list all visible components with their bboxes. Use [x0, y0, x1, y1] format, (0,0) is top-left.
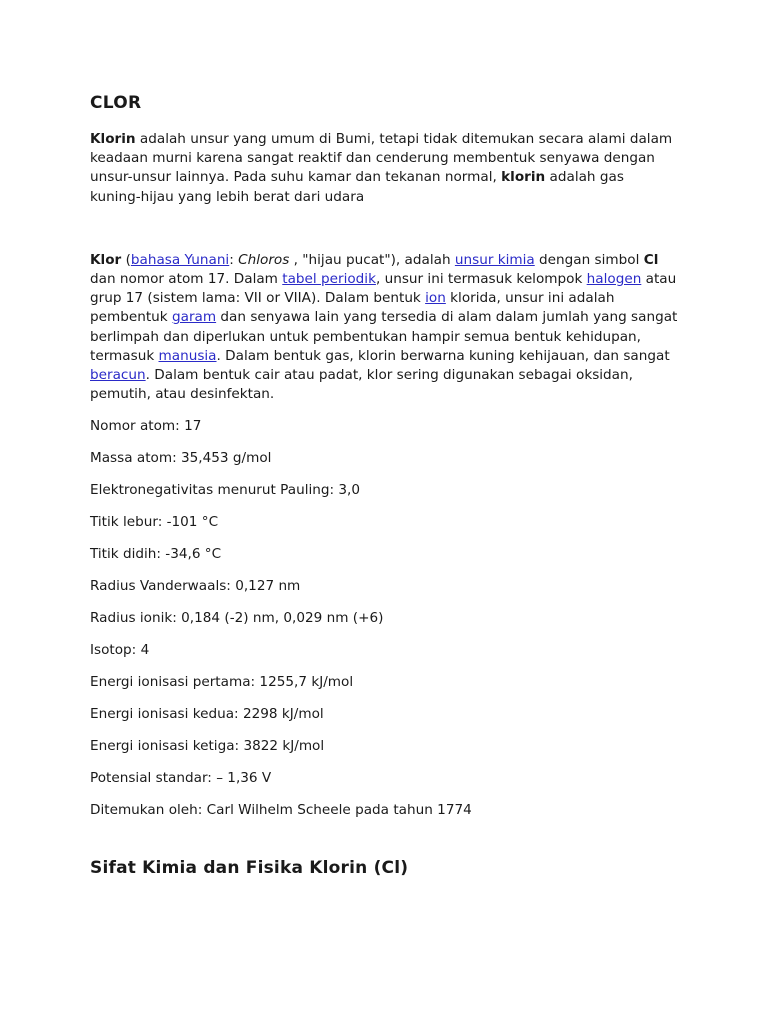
property-radius-ionik: Radius ionik: 0,184 (-2) nm, 0,029 nm (+6)	[90, 610, 384, 627]
intro-text-2: adalah gas kuning-hijau yang lebih berat dari udara	[90, 169, 624, 205]
property-nomor-atom: Nomor atom: 17	[90, 418, 202, 435]
link-manusia[interactable]: manusia	[158, 347, 217, 364]
property-ditemukan-oleh: Ditemukan oleh: Carl Wilhelm Scheele pada tahun 1774	[90, 802, 472, 819]
link-tabel-periodik[interactable]: tabel periodik	[282, 271, 376, 288]
intro-bold-klorin: Klorin	[90, 131, 136, 147]
page-title: CLOR	[90, 93, 142, 113]
lead-text: klorida, unsur ini adalah pembentuk	[90, 290, 615, 326]
property-energi-ionisasi-pertama: Energi ionisasi pertama: 1255,7 kJ/mol	[90, 674, 354, 691]
link-ion[interactable]: ion	[425, 290, 446, 307]
property-isotop: Isotop: 4	[90, 642, 150, 659]
lead-text: , "hijau pucat"), adalah	[289, 251, 455, 268]
property-titik-didih: Titik didih: -34,6 °C	[90, 546, 222, 563]
link-bahasa-yunani[interactable]: bahasa Yunani	[130, 251, 230, 268]
lead-text: . Dalam bentuk gas, klorin berwarna kuning kehijauan, dan sangat	[216, 347, 670, 364]
lead-text: dan senyawa lain yang tersedia di alam dalam jumlah yang sangat berlimpah dan diperlukan untuk pembentukan hampir semua bentuk kehidupan, termasuk	[90, 309, 678, 364]
intro-bold-klorin-2: klorin	[501, 169, 546, 186]
lead-text: dengan simbol	[534, 251, 644, 268]
link-garam[interactable]: garam	[171, 309, 217, 326]
intro-text-1: adalah unsur yang umum di Bumi, tetapi tidak ditemukan secara alami dalam keadaan murni karena sangat reaktif dan cenderung membentuk senyawa dengan unsur-unsur lainnya. Pada suhu kamar dan tekanan normal,	[90, 131, 673, 186]
lead-text: :	[229, 251, 239, 268]
lead-text: , unsur ini termasuk kelompok	[375, 271, 587, 288]
property-massa-atom: Massa atom: 35,453 g/mol	[90, 450, 272, 467]
lead-text: . Dalam bentuk cair atau padat, klor sering digunakan sebagai oksidan, pemutih, atau desinfektan.	[90, 367, 633, 403]
lead-text: atau grup 17 (sistem lama: VII or VIIA). Dalam bentuk	[90, 271, 677, 307]
lead-italic-chloros: Chloros	[238, 251, 290, 268]
lead-text: dan nomor atom 17. Dalam	[90, 271, 283, 288]
lead-text: (	[121, 251, 131, 268]
lead-bold-cl: Cl	[643, 251, 659, 268]
property-energi-ionisasi-kedua: Energi ionisasi kedua: 2298 kJ/mol	[90, 706, 324, 723]
link-beracun[interactable]: beracun	[90, 367, 146, 384]
property-potensial-standar: Potensial standar: – 1,36 V	[90, 770, 272, 787]
property-energi-ionisasi-ketiga: Energi ionisasi ketiga: 3822 kJ/mol	[90, 738, 325, 755]
property-elektronegativitas: Elektronegativitas menurut Pauling: 3,0	[90, 482, 361, 499]
intro-paragraph	[90, 130, 678, 207]
section-heading: Sifat Kimia dan Fisika Klorin (Cl)	[90, 857, 409, 878]
property-radius-vanderwaals: Radius Vanderwaals: 0,127 nm	[90, 578, 301, 595]
lead-bold-klor: Klor	[90, 251, 122, 268]
property-titik-lebur: Titik lebur: -101 °C	[90, 514, 219, 531]
lead-paragraph	[90, 251, 678, 405]
link-halogen[interactable]: halogen	[586, 271, 642, 288]
link-unsur-kimia[interactable]: unsur kimia	[454, 251, 535, 268]
